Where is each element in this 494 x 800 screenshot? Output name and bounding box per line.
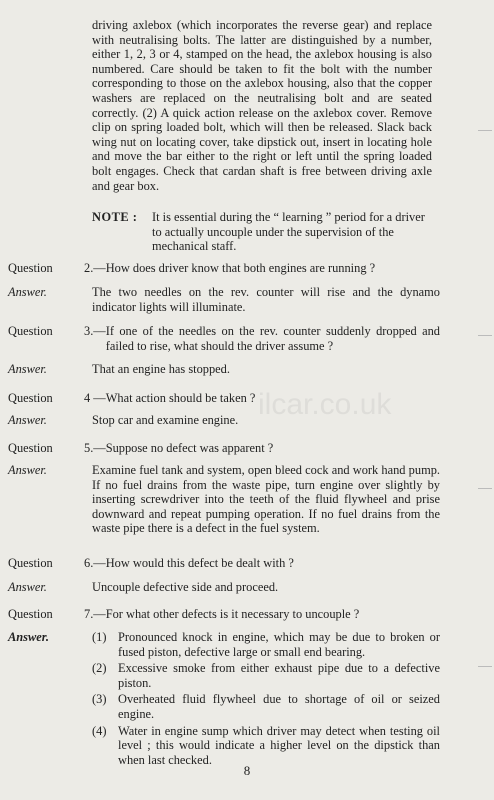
question-6 [8, 556, 440, 571]
answer-3 [8, 362, 440, 377]
list-item-text: Overheated fluid flywheel due to shortage of oil or seized engine. [118, 692, 440, 721]
question-3 [8, 324, 440, 353]
note-label: NOTE : [92, 210, 138, 224]
answer-label: Answer. [8, 630, 49, 644]
question-7 [8, 607, 440, 622]
list-marker: (3) [92, 692, 107, 707]
answer-text: Stop car and examine engine. [92, 413, 239, 427]
question-label: Question [8, 324, 53, 338]
question-label: Question [8, 391, 53, 405]
question-5 [8, 441, 440, 456]
question-text: Suppose no defect was apparent ? [105, 441, 274, 455]
list-item [92, 724, 440, 768]
edge-mark [478, 488, 492, 489]
watermark: ilcar.co.uk [258, 388, 392, 421]
answer-2 [8, 285, 440, 314]
list-item [92, 630, 440, 659]
intro-paragraph: driving axlebox (which incorporates the reverse gear) and replace with neutralising bolts. The latter are distinguished by a number, either 1, 2, 3 or 4, stamped on the head, the axlebox housing is also numbered. Care should be taken to fit the bolt with the number corresponding to those on the axlebox housing, also that the copper washers are replaced on the neutralising bolt and are seated correctly. (2) A quick action release on the axlebox cover. Remove clip on spring loaded bolt, which will then be released. Slack back wing nut on locating cover, take dipstick out, insert in locating hole and move the bar either to the right or left until the spring loaded bolt engages. Check that cardan shaft is free between driving axle and gear box. [92, 18, 432, 193]
answer-text: Uncouple defective side and proceed. [92, 580, 279, 594]
question-text: How does driver know that both engines are running ? [105, 261, 376, 275]
list-marker: (1) [92, 630, 107, 644]
list-item-text: Pronounced knock in engine, which may be due to broken or fused piston, defective large or small end bearing. [118, 630, 440, 659]
question-number: 7.— [84, 607, 106, 621]
edge-mark [478, 666, 492, 667]
answer-4 [8, 413, 440, 428]
list-marker: (4) [92, 723, 107, 738]
answer-text: The two needles on the rev. counter will rise and the dynamo indicator lights will illuminate. [92, 285, 440, 314]
answer-7 [8, 630, 440, 769]
question-number: 2.— [84, 261, 106, 275]
list-item-text: Water in engine sump which driver may detect when testing oil level ; this would indicate a higher level on the dipstick than when last checked. [118, 723, 440, 767]
defect-list [92, 630, 440, 769]
answer-label: Answer. [8, 285, 47, 299]
question-label: Question [8, 261, 53, 275]
answer-label: Answer. [8, 580, 47, 594]
question-number: 6.— [84, 556, 106, 570]
edge-mark [478, 130, 492, 131]
question-text: What action should be taken ? [105, 391, 256, 405]
edge-mark [478, 335, 492, 336]
answer-label: Answer. [8, 362, 47, 376]
answer-6 [8, 580, 440, 595]
answer-5 [8, 463, 440, 536]
answer-label: Answer. [8, 413, 47, 427]
list-item [92, 692, 440, 721]
question-text: For what other defects is it necessary to uncouple ? [105, 607, 360, 621]
note-text: It is essential during the “ learning ” period for a driver to actually uncouple under the supervision of the mechanical staff. [152, 210, 425, 254]
answer-text: That an engine has stopped. [92, 362, 230, 376]
question-number: 5.— [84, 441, 106, 455]
question-text: How would this defect be dealt with ? [105, 556, 294, 570]
question-number: 4 — [84, 391, 106, 405]
list-marker: (2) [92, 661, 107, 676]
question-text: If one of the needles on the rev. counter suddenly dropped and failed to rise, what should the driver assume ? [105, 324, 440, 353]
answer-text: Examine fuel tank and system, open bleed cock and work hand pump. If no fuel drains from the waste pipe, turn engine over slightly by inserting screwdriver into the teeth of the fluid flywheel and prise downward and repeat pumping operation. If no fuel drains from the waste pipe there is a defect in the fuel system. [92, 463, 440, 536]
question-number: 3.— [84, 324, 106, 338]
list-item [92, 661, 440, 690]
page-number: 8 [243, 763, 251, 778]
note-block [92, 210, 437, 254]
question-label: Question [8, 556, 53, 570]
question-label: Question [8, 607, 53, 621]
answer-label: Answer. [8, 463, 47, 477]
question-4 [8, 391, 440, 406]
question-label: Question [8, 441, 53, 455]
question-2 [8, 261, 440, 276]
list-item-text: Excessive smoke from either exhaust pipe due to a defective piston. [118, 661, 440, 690]
